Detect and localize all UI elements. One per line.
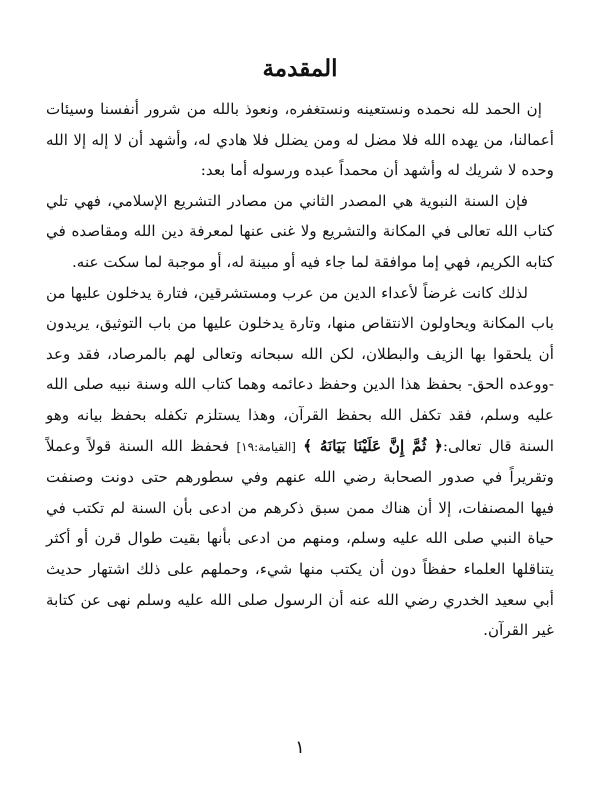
- body-text: [46, 94, 554, 646]
- paragraph-opening: إن الحمد لله نحمده ونستعينه ونستغفره، ونعوذ بالله من شرور أنفسنا وسيئات أعمالنا، من يهده الله فلا مضل له ومن يضلل فلا هادي له، وأشهد أن لا إله إلا الله وحده لا شريك له وأشهد أن محمداً عبده ورسوله أما بعد:: [46, 100, 554, 180]
- page-number: ١: [295, 737, 305, 758]
- page-title: المقدمة: [262, 55, 338, 82]
- paragraph-preservation-end: فحفظ الله السنة قولاً وعملاً وتقريراً في صدور الصحابة رضي الله عنهم وفي سطورهم حتى دونت وصنفت فيها المصنفات، إلا أن هناك ممن سبق ذكرهم من ادعى بأن السنة لم تكتب في حياة النبي صلى الله عليه وسلم، ومنهم من ادعى بأنها بقيت طوال قرن أو أكثر يتناقلها العلماء حفظاً دون أن يكتب منها شيء، وحملهم على ذلك اشتهار حديث أبي سعيد الخدري رضي الله عنه أن الرسول صلى الله عليه وسلم نهى عن كتابة غير القرآن.: [46, 436, 554, 640]
- paragraph-preservation-start: لذلك كانت غرضاً لأعداء الدين من عرب ومستشرقين، فتارة يدخلون عليها من باب المكانة ويحاولون الانتقاص منها، وتارة يدخلون عليها من باب التوثيق، يريدون أن يلحقوا بها الزيف والبطلان، لكن الله سبحانه وتعالى لهم بالمرصاد، فقد وعد -ووعده الحق- بحفظ هذا الدين وحفظ دعائمه وهما كتاب الله وسنة نبيه صلى الله عليه وسلم، فقد تكفل الله بحفظ القرآن، وهذا يستلزم تكفله بحفظ بيانه وهو السنة قال تعالى:: [46, 283, 554, 455]
- verse-reference: [القيامة:١٩]: [236, 439, 296, 454]
- paragraph-sunnah-status: فإن السنة النبوية هي المصدر الثاني من مصادر التشريع الإسلامي، فهي تلي كتاب الله تعالى في المكانة والتشريع ولا غنى عنها لمعرفة دين الله ومقاصده في كتابه الكريم، فهي إما موافقة لما جاء فيه أو مبينة له، أو موجبة لما سكت عنه.: [46, 191, 554, 271]
- paragraph-preservation: [46, 278, 554, 646]
- quran-verse: ﴿ ثُمَّ إِنَّ عَلَيْنَا بَيَانَهُ ﴾: [303, 436, 443, 455]
